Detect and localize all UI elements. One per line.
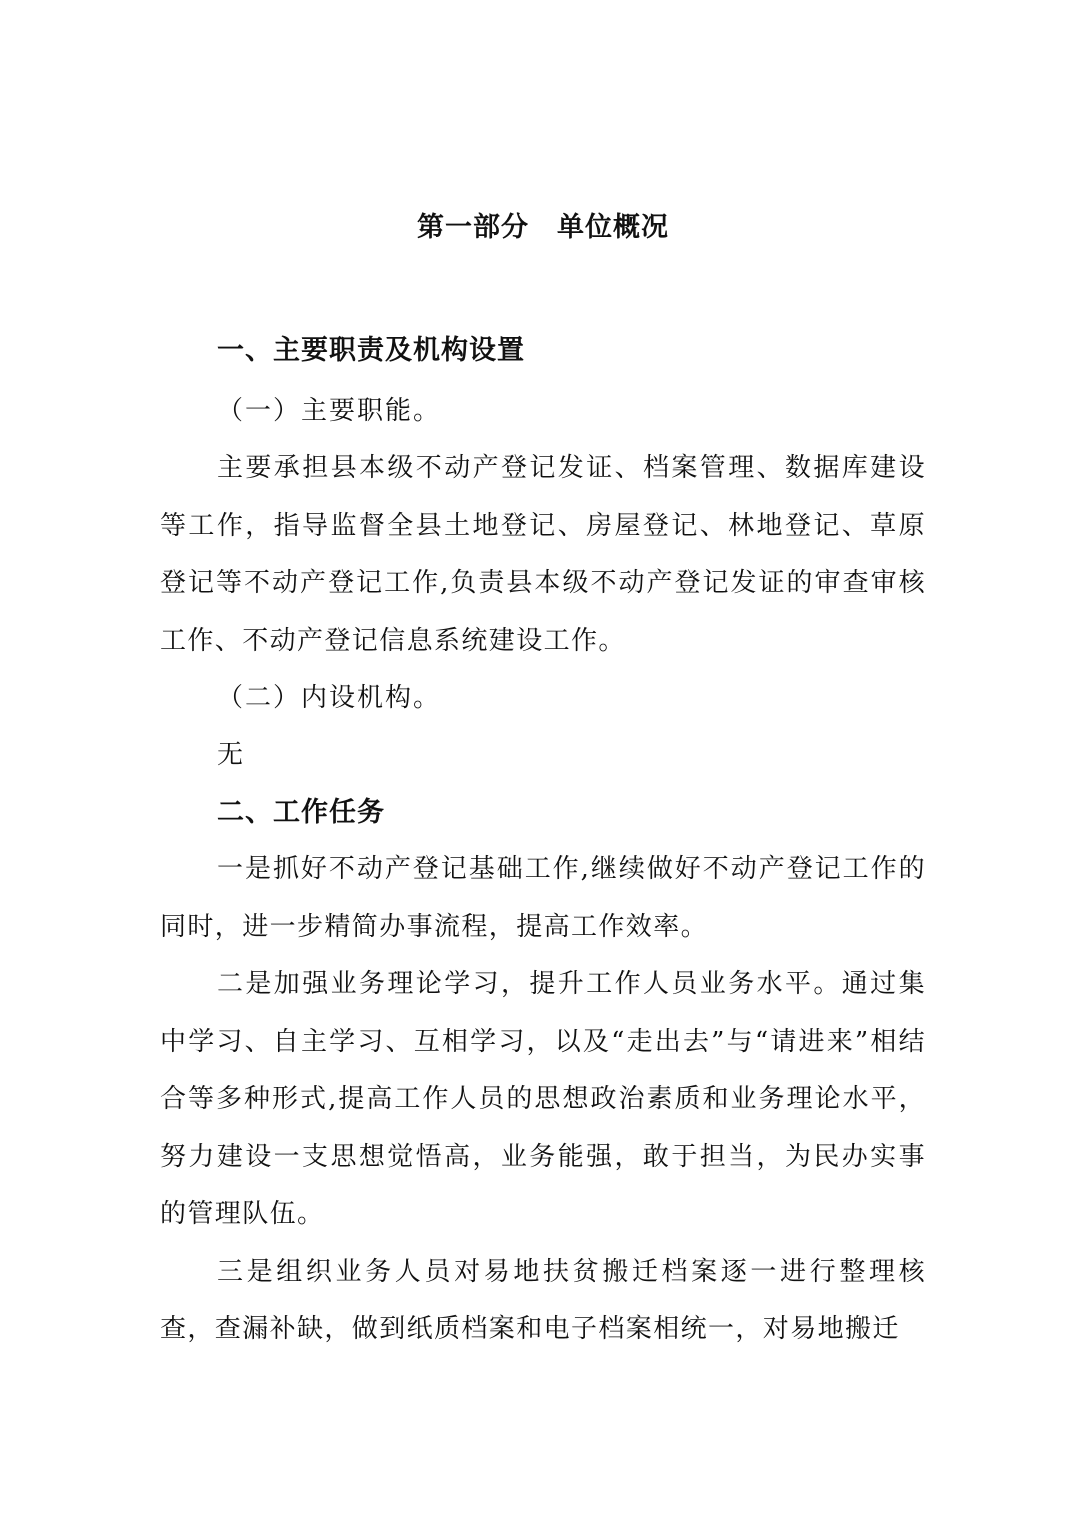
paragraph-task-1: 一是抓好不动产登记基础工作,继续做好不动产登记工作的同时，进一步精简办事流程，提高工作效率。 [160, 854, 926, 942]
page-title: 第一部分 单位概况 [417, 212, 669, 243]
paragraph-internal-units: 无 [217, 740, 244, 770]
paragraph-task-3: 三是组织业务人员对易地扶贫搬迁档案逐一进行整理核查，查漏补缺，做到纸质档案和电子档案相统一，对易地搬迁 [160, 1256, 926, 1344]
paragraph-task-2: 二是加强业务理论学习，提升工作人员业务水平。通过集中学习、自主学习、互相学习，以及“走出去”与“请进来”相结合等多种形式,提高工作人员的思想政治素质和业务理论水平，努力建设一支思想觉悟高，业务能强，敢于担当，为民办实事的管理队伍。 [160, 969, 926, 1229]
document-content [160, 208, 926, 1359]
subsection-heading-internal-units: （二）内设机构。 [217, 683, 442, 713]
subsection-heading-functions: （一）主要职能。 [217, 396, 442, 426]
paragraph-functions: 主要承担县本级不动产登记发证、档案管理、数据库建设等工作，指导监督全县土地登记、房屋登记、林地登记、草原登记等不动产登记工作,负责县本级不动产登记发证的审查审核工作、不动产登记信息系统建设工作。 [160, 453, 926, 656]
section-heading-duties: 一、主要职责及机构设置 [217, 335, 525, 366]
section-heading-tasks: 二、工作任务 [217, 797, 385, 828]
